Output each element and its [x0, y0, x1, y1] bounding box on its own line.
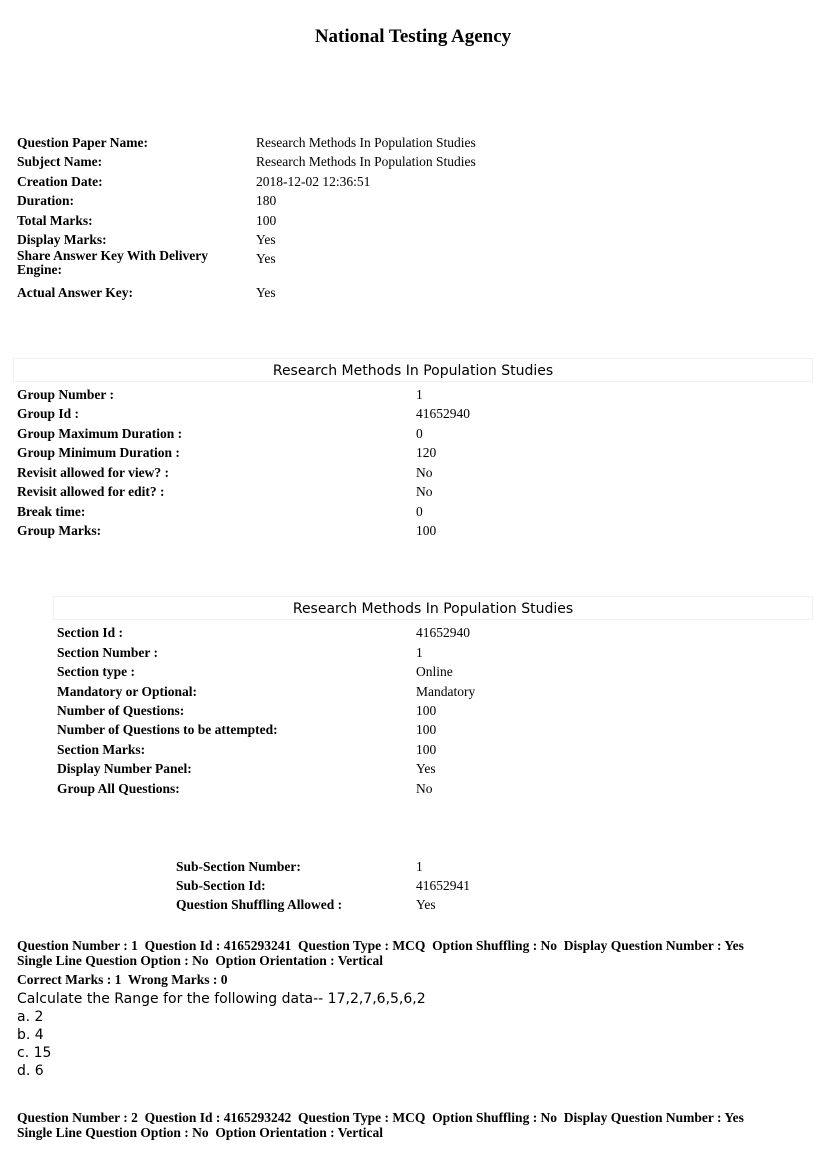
- display-number-panel-label: Display Number Panel:: [57, 761, 192, 776]
- group-all-questions-value: No: [416, 781, 433, 796]
- group-marks-label: Group Marks:: [17, 523, 102, 538]
- share-answer-key-label: [17, 249, 208, 277]
- share-answer-key-value: Yes: [256, 251, 276, 266]
- group-number-label: Group Number :: [17, 387, 115, 402]
- question-1-option-b: b. 4: [17, 1027, 44, 1043]
- group-min-duration-label: Group Minimum Duration :: [17, 445, 180, 460]
- questions-to-attempt-label: Number of Questions to be attempted:: [57, 722, 278, 737]
- question-block-2: [17, 1110, 817, 1140]
- question-1-meta-line2: Single Line Question Option : No Option Orientation : Vertical: [17, 953, 384, 968]
- question-1-marks: Correct Marks : 1 Wrong Marks : 0: [17, 972, 228, 987]
- question-shuffling-label: Question Shuffling Allowed :: [176, 897, 343, 912]
- question-1-meta: [17, 938, 817, 968]
- display-number-panel-value: Yes: [416, 761, 436, 776]
- mandatory-optional-value: Mandatory: [416, 684, 476, 699]
- section-number-value: 1: [416, 645, 423, 660]
- revisit-view-value: No: [416, 465, 433, 480]
- revisit-edit-label: Revisit allowed for edit? :: [17, 484, 165, 499]
- question-1-option-c: c. 15: [17, 1045, 52, 1061]
- section-type-value: Online: [416, 664, 453, 679]
- question-2-meta: [17, 1110, 817, 1140]
- number-of-questions-value: 100: [416, 703, 437, 718]
- section-marks-label: Section Marks:: [57, 742, 146, 757]
- actual-answer-key-label: Actual Answer Key:: [17, 285, 133, 300]
- section-number-label: Section Number :: [57, 645, 158, 660]
- mandatory-optional-label: Mandatory or Optional:: [57, 684, 198, 699]
- page-title: National Testing Agency: [314, 26, 512, 47]
- question-1-text: Calculate the Range for the following data-- 17,2,7,6,5,6,2: [17, 991, 426, 1007]
- section-id-value: 41652940: [416, 625, 470, 640]
- question-1-option-a: a. 2: [17, 1009, 44, 1025]
- question-2-meta-line2: Single Line Question Option : No Option Orientation : Vertical: [17, 1125, 384, 1140]
- total-marks-value: 100: [256, 213, 277, 228]
- group-id-value: 41652940: [416, 406, 470, 421]
- number-of-questions-label: Number of Questions:: [57, 703, 185, 718]
- section-type-label: Section type :: [57, 664, 135, 679]
- group-all-questions-label: Group All Questions:: [57, 781, 180, 796]
- group-max-duration-label: Group Maximum Duration :: [17, 426, 183, 441]
- subsection-id-label: Sub-Section Id:: [176, 878, 266, 893]
- share-answer-key-label-line1: Share Answer Key With Delivery: [17, 248, 208, 263]
- group-banner: Research Methods In Population Studies: [13, 358, 813, 382]
- display-marks-label: Display Marks:: [17, 232, 107, 247]
- subsection-number-label: Sub-Section Number:: [176, 859, 301, 874]
- question-block-1: [17, 938, 817, 1080]
- break-time-value: 0: [416, 504, 423, 519]
- duration-label: Duration:: [17, 193, 74, 208]
- share-answer-key-label-line2: Engine:: [17, 262, 63, 277]
- subsection-id-value: 41652941: [416, 878, 470, 893]
- total-marks-label: Total Marks:: [17, 213, 93, 228]
- group-id-label: Group Id :: [17, 406, 80, 421]
- revisit-edit-value: No: [416, 484, 433, 499]
- section-marks-value: 100: [416, 742, 437, 757]
- question-1-option-d: d. 6: [17, 1063, 44, 1079]
- subject-name-value: Research Methods In Population Studies: [256, 154, 476, 169]
- question-2-meta-line1: Question Number : 2 Question Id : 4165293242 Question Type : MCQ Option Shuffling : No Display Question Number : Yes: [17, 1110, 744, 1125]
- actual-answer-key-value: Yes: [256, 285, 276, 300]
- section-id-label: Section Id :: [57, 625, 124, 640]
- question-shuffling-value: Yes: [416, 897, 436, 912]
- group-number-value: 1: [416, 387, 423, 402]
- break-time-label: Break time:: [17, 504, 86, 519]
- group-marks-value: 100: [416, 523, 437, 538]
- group-max-duration-value: 0: [416, 426, 423, 441]
- questions-to-attempt-value: 100: [416, 722, 437, 737]
- creation-date-label: Creation Date:: [17, 174, 103, 189]
- paper-name-label: Question Paper Name:: [17, 135, 148, 150]
- group-min-duration-value: 120: [416, 445, 437, 460]
- display-marks-value: Yes: [256, 232, 276, 247]
- question-1-meta-line1: Question Number : 1 Question Id : 4165293241 Question Type : MCQ Option Shuffling : No Display Question Number : Yes: [17, 938, 744, 953]
- duration-value: 180: [256, 193, 277, 208]
- section-banner: Research Methods In Population Studies: [53, 596, 813, 620]
- subject-name-label: Subject Name:: [17, 154, 103, 169]
- revisit-view-label: Revisit allowed for view? :: [17, 465, 169, 480]
- paper-name-value: Research Methods In Population Studies: [256, 135, 476, 150]
- subsection-number-value: 1: [416, 859, 423, 874]
- creation-date-value: 2018-12-02 12:36:51: [256, 174, 371, 189]
